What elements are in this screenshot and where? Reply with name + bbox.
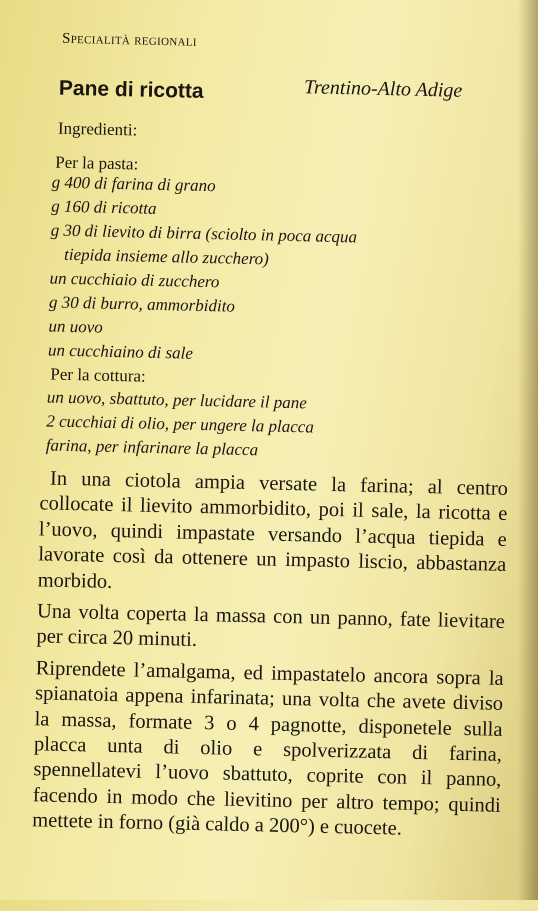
ingredient-item: g 30 di burro, ammorbidito [48, 292, 236, 316]
ingredients-heading: Ingredienti: [57, 118, 138, 140]
ingredient-item: farina, per infarinare la placca [45, 435, 259, 460]
recipe-instructions [32, 466, 508, 844]
cottura-heading: Per la cottura: [50, 364, 146, 386]
ingredient-item: g 160 di ricotta [51, 196, 157, 218]
ingredient-item: un uovo, sbattuto, per lucidare il pane [46, 387, 308, 413]
ingredient-item: un cucchiaino di sale [47, 340, 194, 363]
recipe-title: Pane di ricotta [58, 76, 204, 103]
cottura-ingredient-list [46, 385, 315, 463]
ingredient-item: g 30 di lievito di birra (sciolto in poca acqua [50, 220, 358, 247]
ingredient-item: 2 cucchiai di olio, per ungere la placca [46, 411, 315, 437]
ingredient-item: tiepida insieme allo zucchero) [63, 244, 270, 269]
ingredient-item: un uovo [48, 316, 104, 337]
ingredient-item: un cucchiaio di zucchero [49, 268, 220, 292]
instruction-paragraph: Una volta coperta la massa con un panno, fate lievitare per circa 20 minuti. [36, 600, 506, 652]
instruction-paragraph: In una ciotola ampia versate la farina; al centro collocate il lievito ammorbidito, poi il sale, la ricotta e l’uovo, quindi impastate versando l’acqua tiepida e lavorate così da ottenere un impasto liscio, abbastanza morbido. [37, 467, 509, 593]
pasta-heading: Per la pasta: [55, 152, 139, 174]
section-heading: Specialità regionali [61, 30, 197, 50]
instruction-paragraph: Riprendete l’amalgama, ed impastatelo ancora sopra la spianatoia appena infarinata; una volta che avete diviso la massa, formate 3 o 4 pagnotte, disponetele sulla placca unta di olio e spolverizzata di farina, spennellatevi l’uovo sbattuto, coprite con il panno, facendo in modo che lievitino per altro tempo; quindi mettete in forno (già caldo a 200°) e cuocete. [32, 657, 504, 840]
recipe-region: Trentino-Alto Adige [303, 76, 463, 102]
pasta-ingredient-list [48, 171, 359, 370]
ingredient-item: g 400 di farina di grano [51, 172, 216, 196]
